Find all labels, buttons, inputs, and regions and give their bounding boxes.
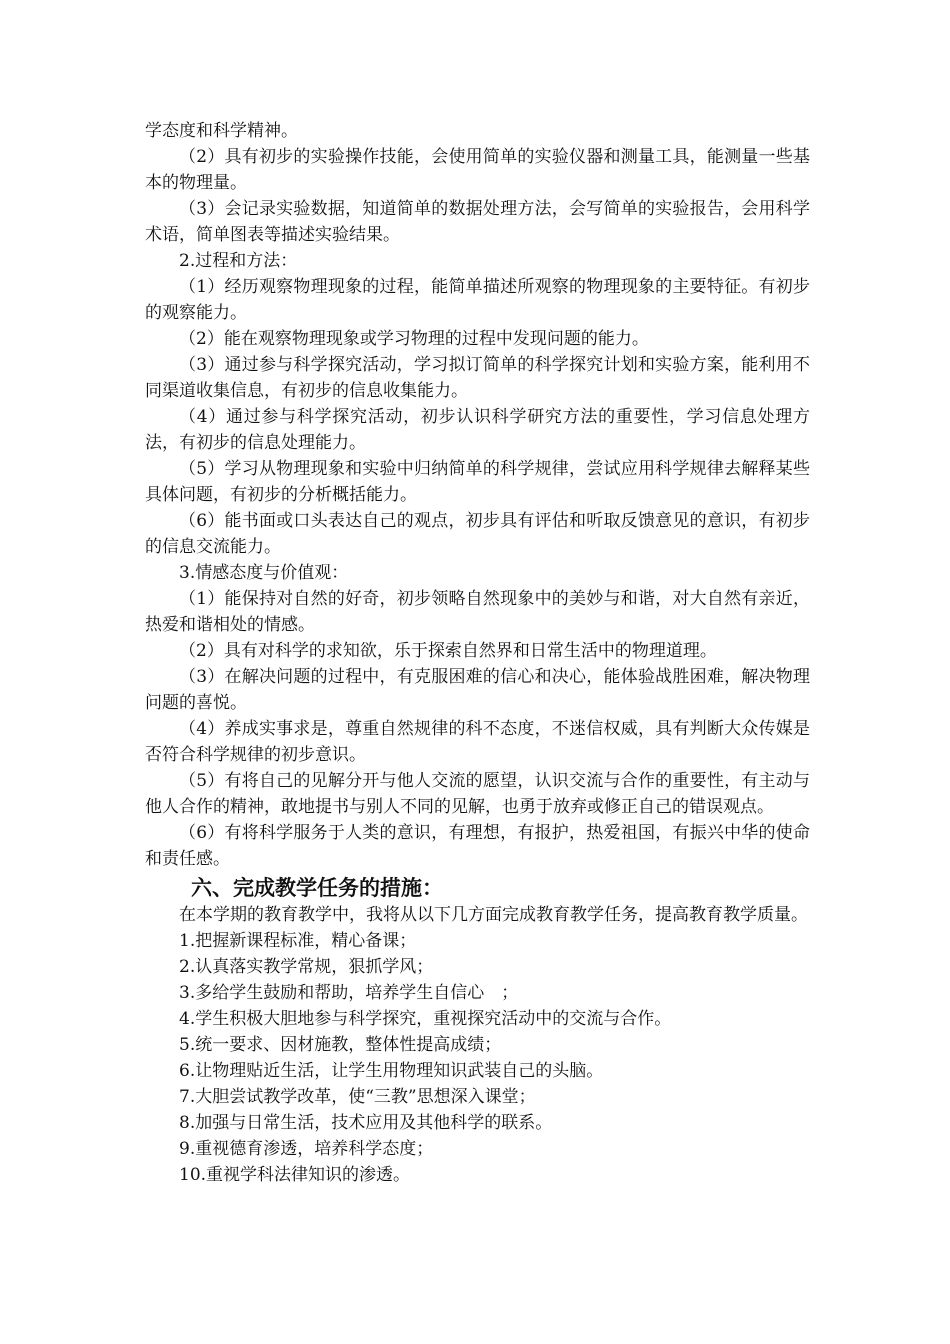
list-item: 10.重视学科法律知识的渗透。: [179, 1165, 411, 1185]
document-page: [145, 118, 810, 1188]
list-item: 2.认真落实教学常规，狠抓学风；: [179, 957, 434, 977]
paragraph: （4）养成实事求是，尊重自然规律的科不态度，不迷信权威，具有判断大众传媒是否符合科学规律的初步意识。: [145, 719, 810, 765]
paragraph: 学态度和科学精神。: [145, 121, 298, 141]
paragraph: （4）通过参与科学探究活动，初步认识科学研究方法的重要性，学习信息处理方法，有初步的信息处理能力。: [145, 407, 810, 453]
subsection-title: 3.情感态度与价值观：: [179, 563, 349, 583]
paragraph: （1）能保持对自然的好奇，初步领略自然现象中的美妙与和谐，对大自然有亲近，热爱和谐相处的情感。: [145, 589, 810, 635]
paragraph: （5）学习从物理现象和实验中归纳简单的科学规律，尝试应用科学规律去解释某些具体问题，有初步的分析概括能力。: [145, 459, 810, 505]
paragraph: （5）有将自己的见解分开与他人交流的愿望，认识交流与合作的重要性，有主动与他人合作的精神，敢地提书与别人不同的见解，也勇于放弃或修正自己的错误观点。: [145, 771, 810, 817]
paragraph: （6）有将科学服务于人类的意识，有理想，有报护，热爱祖国，有振兴中华的使命和责任感。: [145, 823, 810, 869]
intro-paragraph: 在本学期的教育教学中，我将从以下几方面完成教育教学任务，提高教育教学质量。: [179, 905, 808, 925]
list-item: 9.重视德育渗透，培养科学态度；: [179, 1139, 434, 1159]
list-item: 3.多给学生鼓励和帮助，培养学生自信心 ；: [179, 983, 519, 1003]
paragraph: （2）能在观察物理现象或学习物理的过程中发现问题的能力。: [179, 329, 649, 349]
list-item: 6.让物理贴近生活，让学生用物理知识武装自己的头脑。: [179, 1061, 604, 1081]
section-heading: 六、完成教学任务的措施：: [191, 876, 443, 900]
paragraph: （1）经历观察物理现象的过程，能简单描述所观察的物理现象的主要特征。有初步的观察能力。: [145, 277, 810, 323]
list-item: 8.加强与日常生活，技术应用及其他科学的联系。: [179, 1113, 553, 1133]
paragraph: （3）在解决问题的过程中，有克服困难的信心和决心，能体验战胜困难，解决物理问题的喜悦。: [145, 667, 810, 713]
list-item: 5.统一要求、因材施教，整体性提高成绩；: [179, 1035, 502, 1055]
paragraph: （3）会记录实验数据，知道简单的数据处理方法，会写简单的实验报告，会用科学术语，简单图表等描述实验结果。: [145, 199, 810, 245]
list-item: 1.把握新课程标准，精心备课；: [179, 931, 417, 951]
paragraph: （2）具有对科学的求知欲，乐于探索自然界和日常生活中的物理道理。: [179, 641, 717, 661]
paragraph: （2）具有初步的实验操作技能，会使用简单的实验仪器和测量工具，能测量一些基本的物理量。: [145, 147, 810, 193]
paragraph: （3）通过参与科学探究活动，学习拟订简单的科学探究计划和实验方案，能利用不同渠道收集信息，有初步的信息收集能力。: [145, 355, 810, 401]
list-item: 4.学生积极大胆地参与科学探究，重视探究活动中的交流与合作。: [179, 1009, 672, 1029]
list-item: 7.大胆尝试教学改革，使“三教”思想深入课堂；: [179, 1087, 536, 1107]
paragraph: （6）能书面或口头表达自己的观点，初步具有评估和听取反馈意见的意识，有初步的信息交流能力。: [145, 511, 810, 557]
subsection-title: 2.过程和方法：: [179, 251, 298, 271]
